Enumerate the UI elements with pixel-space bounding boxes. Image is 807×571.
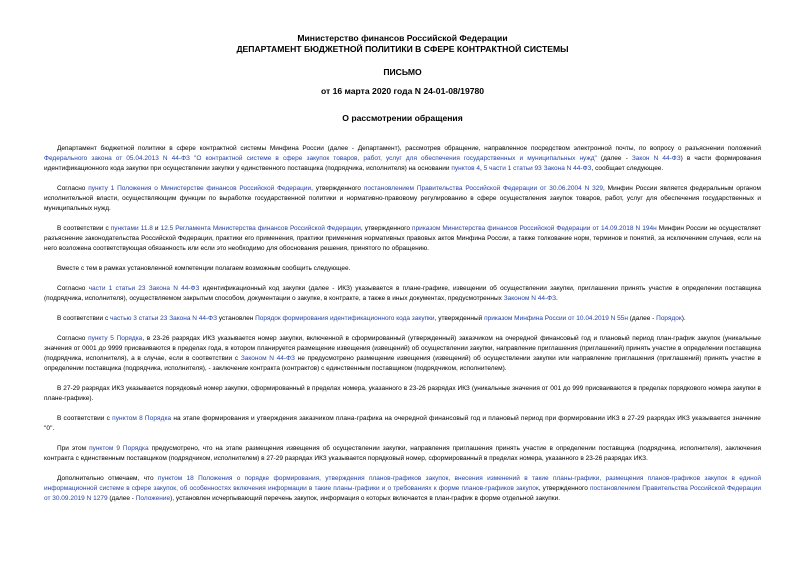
paragraph-text: , утвержденного: [538, 485, 590, 492]
regulation-item-11-8-link[interactable]: пунктами 11.8: [110, 225, 153, 232]
article-93-item-5-link[interactable]: 5 части 1 статьи 93 Закона N 44-ФЗ: [483, 165, 592, 172]
paragraph-text: (далее -: [107, 495, 136, 502]
paragraph-9: [44, 414, 761, 434]
paragraph-text: и: [152, 225, 161, 232]
paragraph-11: [44, 474, 761, 504]
department-name: ДЕПАРТАМЕНТ БЮДЖЕТНОЙ ПОЛИТИКИ В СФЕРЕ КОНТРАКТНОЙ СИСТЕМЫ: [236, 44, 569, 54]
paragraph-text: ), установлен исчерпывающий перечень закупок, информация о которых включается в план-график в форме отдельной закупки.: [170, 495, 561, 502]
paragraph-text: Департамент бюджетной политики в сфере контрактной системы Минфина России (далее - Департамент), рассмотрев обращение, направленное посредством электронной почты, по вопросу о разъяснении положений: [57, 145, 761, 152]
law-44fz-short-link[interactable]: Законом N 44-ФЗ: [503, 295, 557, 302]
paragraph-text: В соответствии с: [57, 225, 111, 232]
paragraph-text: идентификационный код закупки (далее - ИКЗ) указывается в плане-графике, извещении об осуществлении закупки, приглашении принять участие в определении поставщика (подрядчика, исполнителя), осуществляемом закрытым способом, документации о закупке, в контракте, а также в иных документах, предусмотренных: [44, 285, 761, 302]
paragraph-text: .: [556, 295, 558, 302]
government-decree-1279-link[interactable]: постановлением Правительства Российской Федерации от 30.09.2019 N 1279: [44, 485, 761, 502]
paragraph-text: При этом: [57, 445, 90, 452]
paragraph-text: , утвержденного: [311, 185, 364, 192]
paragraph-text: , сообщает следующее.: [591, 165, 664, 172]
plan-schedule-regulation-item-18-link[interactable]: пунктом 18 Положения о порядке формирования, утверждения планов-графиков закупок, внесения изменений в такие планы-графики, размещения планов-графиков закупок в единой информационной системе в сфере закупок, об особенностях включения информации в такие планы-графики и о требованиях к форме планов-графиков закупок: [44, 475, 761, 492]
document-type: ПИСЬМО: [383, 67, 422, 77]
letter-header: [44, 0, 761, 124]
paragraph-text: Минфин России не осуществляет разъяснение законодательства Российской Федерации, практики его применения, практики применения нормативных правовых актов Минфина России, а также толкование норм, терминов и понятий, за исключением случаев, если на него возложена соответствующая обязанность или если это необходимо для обоснования решения, принятого по обращению.: [44, 225, 762, 252]
paragraph-10: [44, 444, 761, 464]
paragraph-text: на этапе формирования и утверждения заказчиком плана-графика на очередной финансовый год и плановый период при формировании ИКЗ в 27-29 разрядах ИКЗ указывается значение "0".: [44, 415, 761, 432]
paragraph-3: [44, 224, 761, 254]
paragraph-2: [44, 184, 761, 214]
paragraph-text: ) в части формирования идентификационного кода закупки при осуществлении закупки у единственного поставщика (подрядчика, исполнителя) на основании: [44, 155, 762, 172]
procedure-item-5-link[interactable]: пункту 5 Порядка: [88, 335, 143, 342]
procedure-item-9-link[interactable]: пунктом 9 Порядка: [89, 445, 149, 452]
article-93-item-4-link[interactable]: пунктов 4: [451, 165, 480, 172]
paragraph-text: (далее -: [627, 315, 657, 322]
procedure-short-link[interactable]: Порядок: [656, 315, 682, 322]
law-44fz-short-link[interactable]: Закон N 44-ФЗ: [631, 155, 681, 162]
order-194n-link[interactable]: приказом Министерства финансов Российской Федерации от 14.09.2018 N 194н: [412, 225, 657, 232]
paragraph-7: [44, 334, 761, 374]
paragraph-text: не предусмотрено размещение извещения (извещений) об осуществлении закупки или направление приглашения (приглашений) принять участие в определении поставщика (подрядчика, исполнителя), - заключение контракта (контрактов) с единственным поставщиком (подрядчиком, исполнителем).: [44, 355, 761, 372]
paragraph-text: (далее -: [596, 155, 632, 162]
paragraph-text: В соответствии с: [57, 415, 113, 422]
letter-body: [44, 144, 761, 504]
order-55n-link[interactable]: приказом Минфина России от 10.04.2019 N 55н: [484, 315, 628, 322]
paragraph-text: Вместе с тем в рамках установленной компетенции полагаем возможным сообщить следующее.: [57, 265, 351, 272]
article-23-part-1-link[interactable]: части 1 статьи 23 Закона N 44-ФЗ: [88, 285, 200, 292]
paragraph-text: ).: [681, 315, 686, 322]
procedure-item-8-link[interactable]: пунктом 8 Порядка: [112, 415, 172, 422]
paragraph-text: В 27-29 разрядах ИКЗ указывается порядковый номер закупки, сформированный в пределах номера, указанного в 23-26 разрядах ИКЗ (уникальные значения от 001 до 999 присваиваются в пределах порядкового номера закупки в плане-графике).: [44, 385, 761, 402]
paragraph-8: [44, 384, 761, 404]
paragraph-text: ,: [480, 165, 484, 172]
paragraph-text: установлен: [217, 315, 256, 322]
paragraph-4: [44, 264, 761, 274]
ministry-name: Министерство финансов Российской Федерации: [297, 33, 508, 43]
minfin-regulation-item-1-link[interactable]: пункту 1 Положения о Министерстве финансов Российской Федерации: [88, 185, 312, 192]
regulation-short-link[interactable]: Положение: [135, 495, 171, 502]
paragraph-6: [44, 314, 761, 324]
law-44fz-link[interactable]: Федерального закона от 05.04.2013 N 44-ФЗ "О контрактной системе в сфере закупок товаров, работ, услуг для обеспечения государственных и муниципальных нужд": [44, 155, 597, 162]
paragraph-text: предусмотрено, что на этапе размещения извещения об осуществлении закупки, направления приглашения принять участие в определении поставщика (подрядчика, исполнителя), заключения контракта с единственным поставщиком (подрядчиком, исполнителем) в 27-29 разрядах ИКЗ указывается порядковый номер, сформированный в пределах номера, указанного в 23-26 разрядах ИКЗ.: [44, 445, 762, 462]
paragraph-text: , в 23-26 разрядах ИКЗ указывается номер закупки, включенной в сформированный (утвержденный) заказчиком на очередной финансовый год и плановый период план-график закупок (уникальные значения от 0001 до 9999 присваиваются в пределах года, в котором планируется размещение извещения (извещений) об осуществлении закупки, направление приглашения (приглашений) принять участие в определении поставщика (подрядчика, исполнителя), а в случае, если в соответствии с: [44, 335, 762, 362]
paragraph-text: Согласно: [57, 285, 89, 292]
paragraph-1: [44, 144, 761, 174]
paragraph-5: [44, 284, 761, 304]
government-decree-329-link[interactable]: постановлением Правительства Российской Федерации от 30.06.2004 N 329: [363, 185, 603, 192]
document-date-number: от 16 марта 2020 года N 24-01-08/19780: [320, 86, 485, 96]
article-23-part-3-link[interactable]: частью 3 статьи 23 Закона N 44-ФЗ: [110, 315, 218, 322]
paragraph-text: Дополнительно отмечаем, что: [57, 475, 158, 482]
document-subject: О рассмотрении обращения: [342, 113, 463, 123]
paragraph-text: Согласно: [57, 335, 89, 342]
paragraph-text: , утвержденный: [434, 315, 485, 322]
ikz-procedure-link[interactable]: Порядок формирования идентификационного кода закупки: [255, 315, 435, 322]
law-44fz-short-link[interactable]: Законом N 44-ФЗ: [240, 355, 295, 362]
regulation-item-12-5-link[interactable]: 12.5 Регламента Министерства финансов Российской Федерации: [160, 225, 361, 232]
paragraph-text: Согласно: [57, 185, 89, 192]
paragraph-text: , утвержденного: [360, 225, 413, 232]
paragraph-text: , Минфин России является федеральным органом исполнительной власти, осуществляющим функции по выработке государственной политики и нормативно-правовому регулированию в сфере осуществления закупок товаров, работ, услуг для обеспечения государственных и муниципальных нужд.: [44, 185, 761, 212]
paragraph-text: В соответствии с: [57, 315, 111, 322]
